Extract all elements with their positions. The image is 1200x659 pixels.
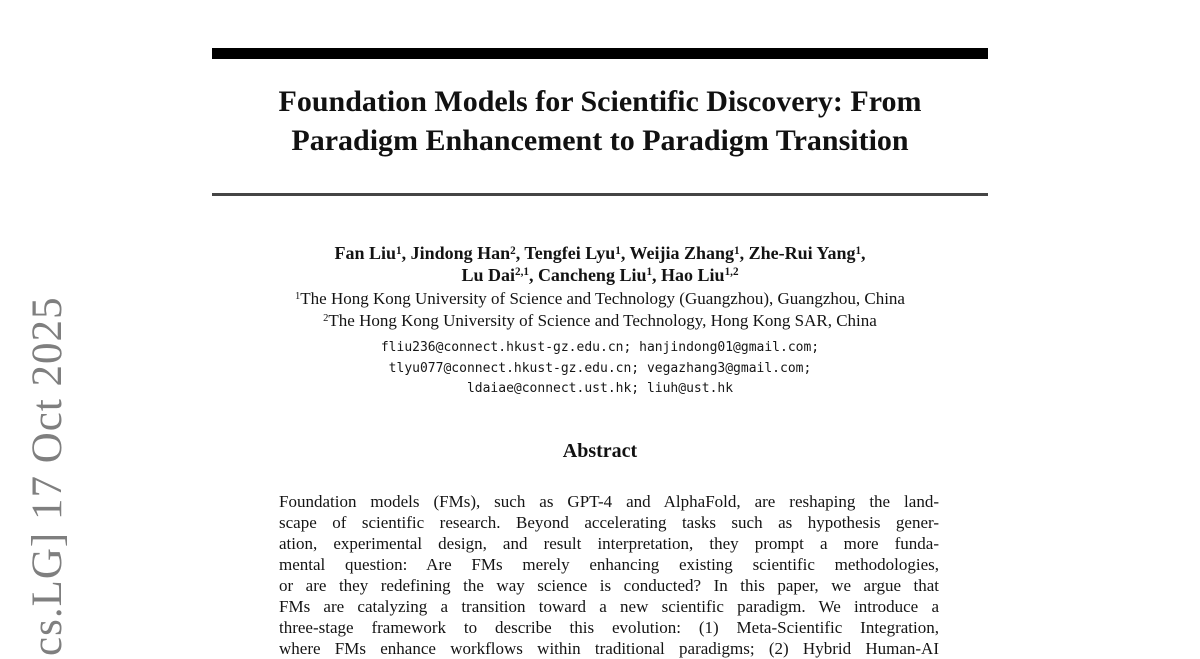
affiliation-line-2: $^2$The Hong Kong University of Science and Technology, Hong Kong SAR, China [323, 310, 877, 330]
abstract-heading: Abstract [562, 440, 638, 462]
abstract-line: ation, experimental design, and result interpretation, they prompt a more funda- [279, 534, 939, 553]
abstract-line: mental question: Are FMs merely enhancing existing scientific methodologies, [279, 555, 939, 574]
abstract-body [279, 491, 939, 659]
paper-title-line-1: Foundation Models for Scientific Discovery: From [278, 85, 922, 118]
author-line-2: Lu Dai$^{2,1}$, Cancheng Liu$^1$, Hao Liu$^{1,2}$ [461, 264, 739, 285]
paper-title-line-2: Paradigm Enhancement to Paradigm Transition [291, 124, 909, 157]
abstract-line: where FMs enhance workflows within traditional paradigms; (2) Hybrid Human-AI [279, 639, 939, 658]
abstract-line: scape of scientific research. Beyond accelerating tasks such as hypothesis gener- [279, 513, 939, 532]
author-line-1: Fan Liu$^1$, Jindong Han$^2$, Tengfei Lyu$^1$, Weijia Zhang$^1$, Zhe-Rui Yang$^1$, [334, 243, 866, 263]
arxiv-watermark: cs.LG] 17 Oct 2025 [24, 296, 71, 656]
title-rule-top [212, 48, 988, 59]
email-line-2: tlyu077@connect.hkust-gz.edu.cn; vegazhang3@gmail.com; [388, 360, 812, 376]
email-line-1: fliu236@connect.hkust-gz.edu.cn; hanjindong01@gmail.com; [380, 340, 820, 355]
affiliation-list [120, 288, 1080, 331]
author-list [150, 243, 1050, 286]
abstract-line: three-stage framework to describe this evolution: (1) Meta-Scientific Integration, [279, 618, 939, 637]
abstract-line: Foundation models (FMs), such as GPT-4 and AlphaFold, are reshaping the land- [279, 492, 939, 511]
paper-title [192, 82, 1008, 160]
abstract-line: FMs are catalyzing a transition toward a new scientific paradigm. We introduce a [279, 597, 939, 616]
title-rule-bottom [212, 193, 988, 196]
email-line-3: ldaiae@connect.ust.hk; liuh@ust.hk [466, 381, 734, 396]
affiliation-line-1: $^1$The Hong Kong University of Science and Technology (Guangzhou), Guangzhou, China [295, 289, 905, 308]
abstract-line: or are they redefining the way science is conducted? In this paper, we argue that [279, 576, 939, 595]
email-list [200, 338, 1000, 400]
